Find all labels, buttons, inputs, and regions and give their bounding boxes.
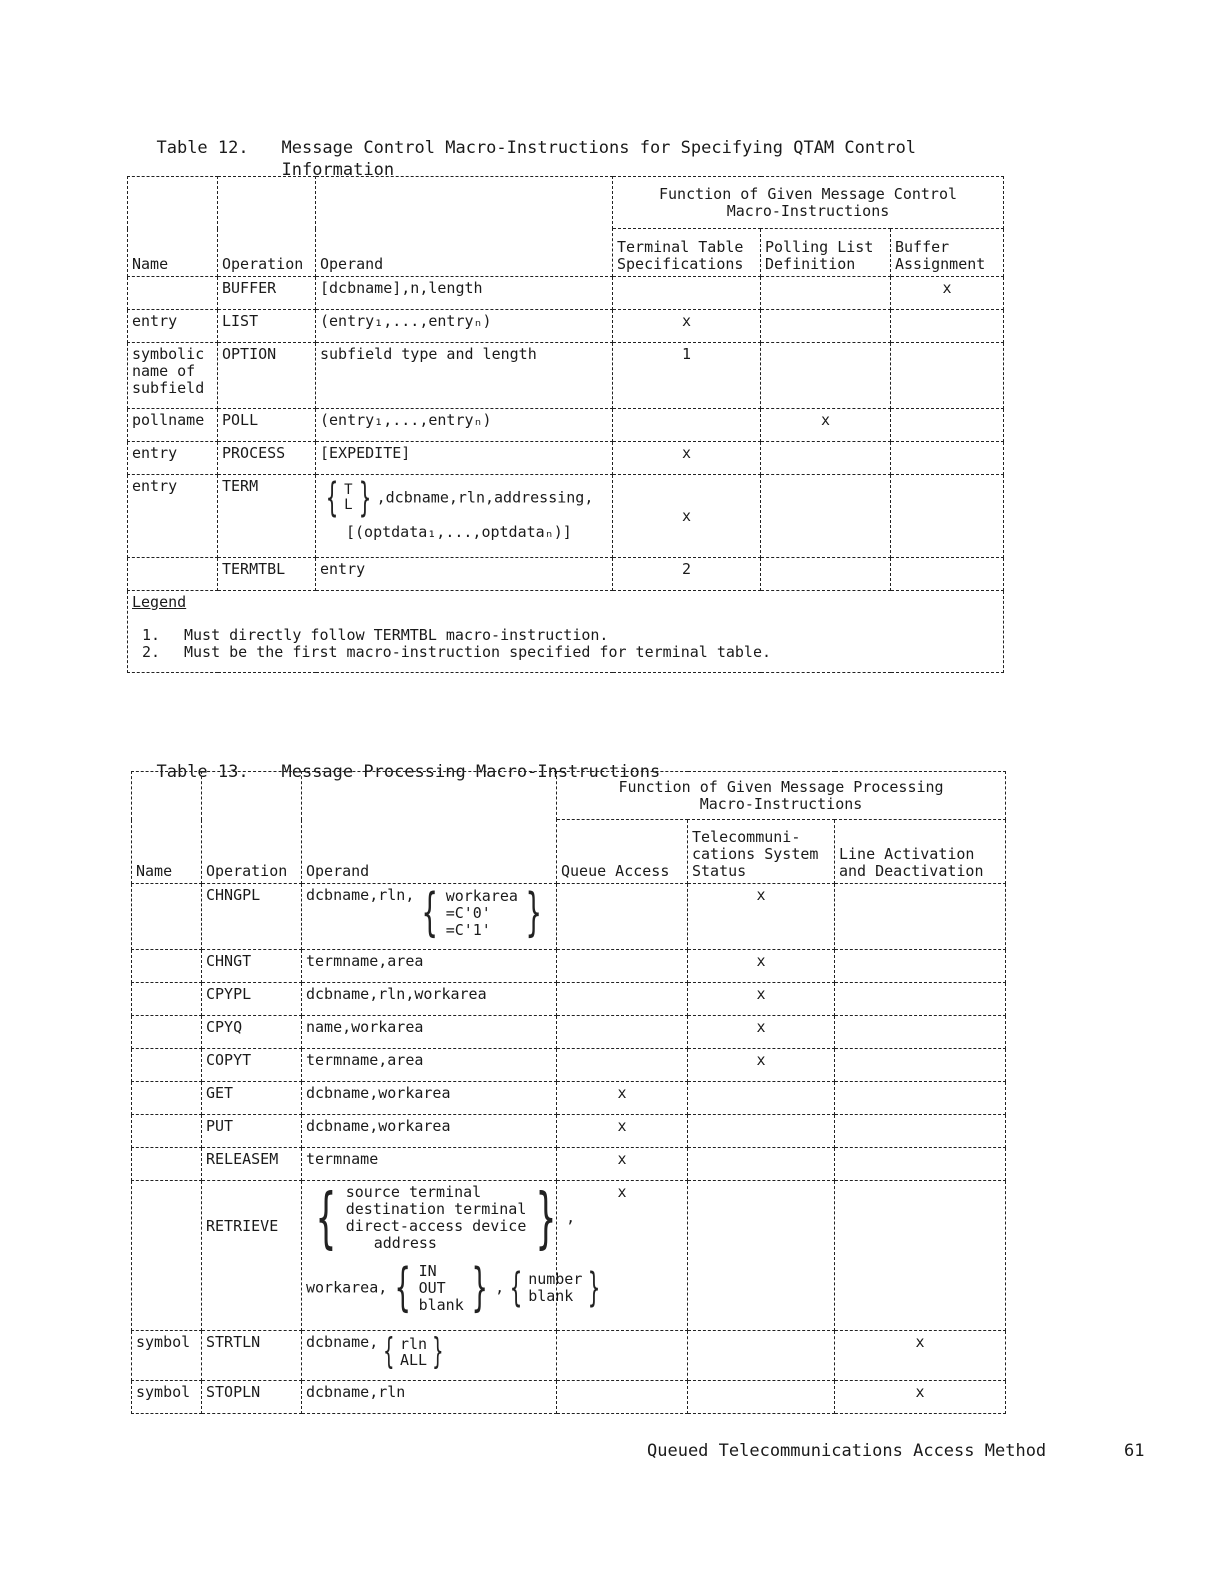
table-row: PUT dcbname,workarea x — [132, 1115, 1006, 1148]
t13-header-name: Name — [132, 772, 202, 884]
t12-header-polling: Polling List Definition — [761, 229, 891, 277]
table-row: symbol STRTLN dcbname, { rln ALL } x — [132, 1331, 1006, 1381]
table-row: entry PROCESS [EXPEDITE] x — [128, 442, 1004, 475]
table-row: CPYPL dcbname,rln,workarea x — [132, 983, 1006, 1016]
table12-caption — [136, 115, 1001, 181]
table-row: CHNGT termname,area x — [132, 950, 1006, 983]
page-number: 61 — [1124, 1441, 1145, 1461]
t13-header-operation: Operation — [202, 772, 302, 884]
t13-header-line: Line Activation and Deactivation — [835, 820, 1006, 884]
t13-header-telecom: Telecommuni- cations System Status — [688, 820, 835, 884]
table12-title: Message Control Macro-Instructions for Specifying QTAM Control Information — [281, 138, 917, 180]
table-row: GET dcbname,workarea x — [132, 1082, 1006, 1115]
legend-item: 2. Must be the first macro-instruction specified for terminal table. — [142, 643, 771, 661]
t12-header-name: Name — [128, 177, 218, 277]
t12-header-operation: Operation — [218, 177, 316, 277]
table-row: CPYQ name,workarea x — [132, 1016, 1006, 1049]
table-row: COPYT termname,area x — [132, 1049, 1006, 1082]
table12-number: Table 12. — [156, 138, 249, 158]
table-row: symbolic name of subfield OPTION subfield type and length 1 — [128, 343, 1004, 409]
t13-header-function: Function of Given Message Processing Macro-Instructions — [557, 772, 1006, 820]
table13-title: Message Processing Macro-Instructions — [281, 762, 661, 782]
table-row: RETRIEVE { source terminal destination terminal direct-access device address } , workarea, { IN OUT blank } , { number blank } x — [132, 1181, 1006, 1331]
t12-header-buffer: Buffer Assignment — [891, 229, 1004, 277]
table-row: TERMTBL entry 2 — [128, 558, 1004, 591]
table-row: entry LIST (entry₁,...,entryₙ) x — [128, 310, 1004, 343]
table13 — [131, 771, 1006, 1414]
legend-item: 1. Must directly follow TERMTBL macro-instruction. — [142, 626, 609, 644]
table-row: entry TERM { T L } ,dcbname,rln,addressing, [(optdata₁,...,optdataₙ)] x — [128, 475, 1004, 558]
t12-header-function: Function of Given Message Control Macro-Instructions — [613, 177, 1004, 229]
table13-number: Table 13. — [156, 762, 249, 782]
table12-legend — [128, 591, 1004, 673]
legend-title: Legend — [132, 593, 187, 611]
table-row: CHNGPL dcbname,rln, { workarea =C'0' =C'1' } x — [132, 884, 1006, 950]
table-row: symbol STOPLN dcbname,rln x — [132, 1381, 1006, 1414]
table-row: pollname POLL (entry₁,...,entryₙ) x — [128, 409, 1004, 442]
t13-header-operand: Operand — [302, 772, 557, 884]
table-row: BUFFER [dcbname],n,length x — [128, 277, 1004, 310]
t13-header-queue: Queue Access — [557, 820, 688, 884]
table12 — [127, 176, 1004, 673]
page-footer-title: Queued Telecommunications Access Method — [647, 1441, 1047, 1461]
table-row: RELEASEM termname x — [132, 1148, 1006, 1181]
t12-header-terminal: Terminal Table Specifications — [613, 229, 761, 277]
t12-header-operand: Operand — [316, 177, 613, 277]
